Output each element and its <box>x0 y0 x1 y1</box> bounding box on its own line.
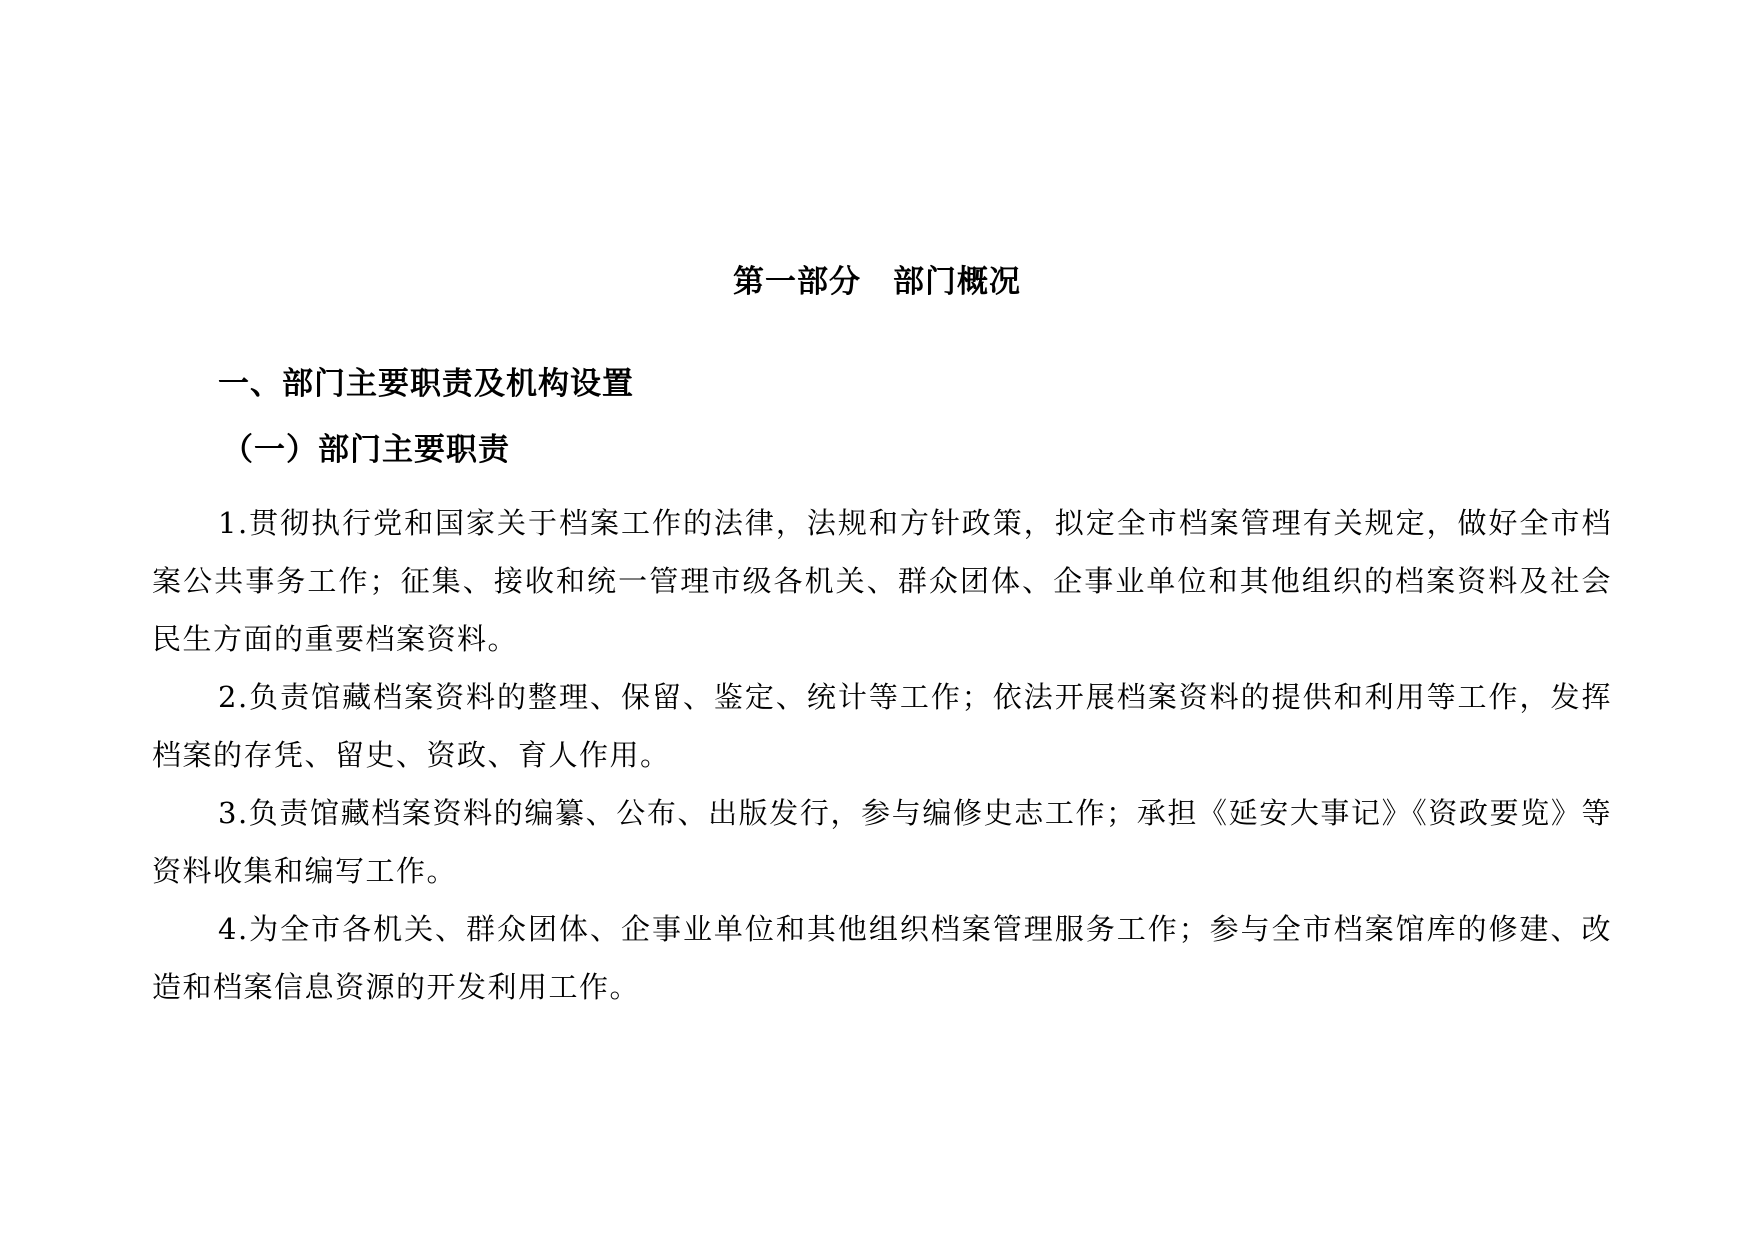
page-title: 第一部分 部门概况 <box>733 264 1021 300</box>
paragraph-duty-3: 3.负责馆藏档案资料的编纂、公布、出版发行，参与编修史志工作；承担《延安大事记》《资政要览》等资料收集和编写工作。 <box>152 796 1612 888</box>
paragraph-duty-2: 2.负责馆藏档案资料的整理、保留、鉴定、统计等工作；依法开展档案资料的提供和利用等工作，发挥档案的存凭、留史、资政、育人作用。 <box>152 680 1612 772</box>
subsection-heading: （一）部门主要职责 <box>222 432 510 468</box>
section-heading: 一、部门主要职责及机构设置 <box>218 366 634 402</box>
paragraph-duty-1: 1.贯彻执行党和国家关于档案工作的法律，法规和方针政策，拟定全市档案管理有关规定，做好全市档案公共事务工作；征集、接收和统一管理市级各机关、群众团体、企事业单位和其他组织的档案资料及社会民生方面的重要档案资料。 <box>152 506 1612 656</box>
paragraph-duty-4: 4.为全市各机关、群众团体、企事业单位和其他组织档案管理服务工作；参与全市档案馆库的修建、改造和档案信息资源的开发利用工作。 <box>152 912 1612 1004</box>
